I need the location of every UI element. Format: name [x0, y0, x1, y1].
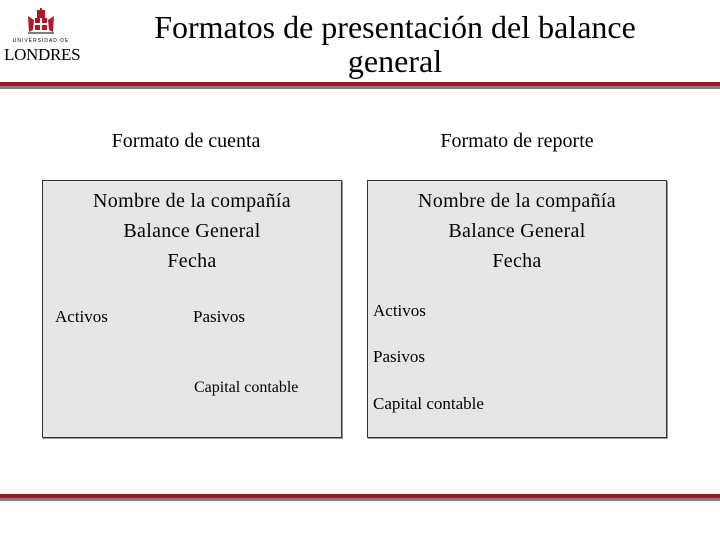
slide-title: Formatos de presentación del balance general	[154, 9, 636, 79]
bottom-divider	[0, 494, 720, 501]
liabilities-label: Pasivos	[193, 307, 245, 326]
company-name: Nombre de la compañía	[93, 190, 291, 212]
statement-name: Balance General	[123, 220, 261, 242]
account-format-box	[42, 180, 342, 438]
logo-city-text: LONDRES	[4, 45, 81, 64]
account-format-header	[43, 186, 341, 276]
university-logo	[4, 8, 81, 64]
equity-label: Capital contable	[194, 379, 299, 396]
statement-name: Balance General	[448, 220, 586, 242]
liabilities-label: Pasivos	[373, 347, 425, 366]
assets-label: Activos	[55, 307, 108, 326]
account-format-heading: Formato de cuenta	[111, 130, 261, 152]
company-name: Nombre de la compañía	[418, 190, 616, 212]
report-format-header	[368, 186, 666, 276]
statement-date: Fecha	[492, 250, 542, 272]
report-format-heading: Formato de reporte	[440, 130, 594, 152]
report-format-box	[367, 180, 667, 438]
crest-icon	[26, 8, 56, 36]
top-divider	[0, 82, 720, 89]
equity-label: Capital contable	[373, 394, 484, 413]
assets-label: Activos	[373, 301, 426, 320]
statement-date: Fecha	[167, 250, 217, 272]
logo-university-text: UNIVERSIDAD DE	[12, 38, 70, 44]
